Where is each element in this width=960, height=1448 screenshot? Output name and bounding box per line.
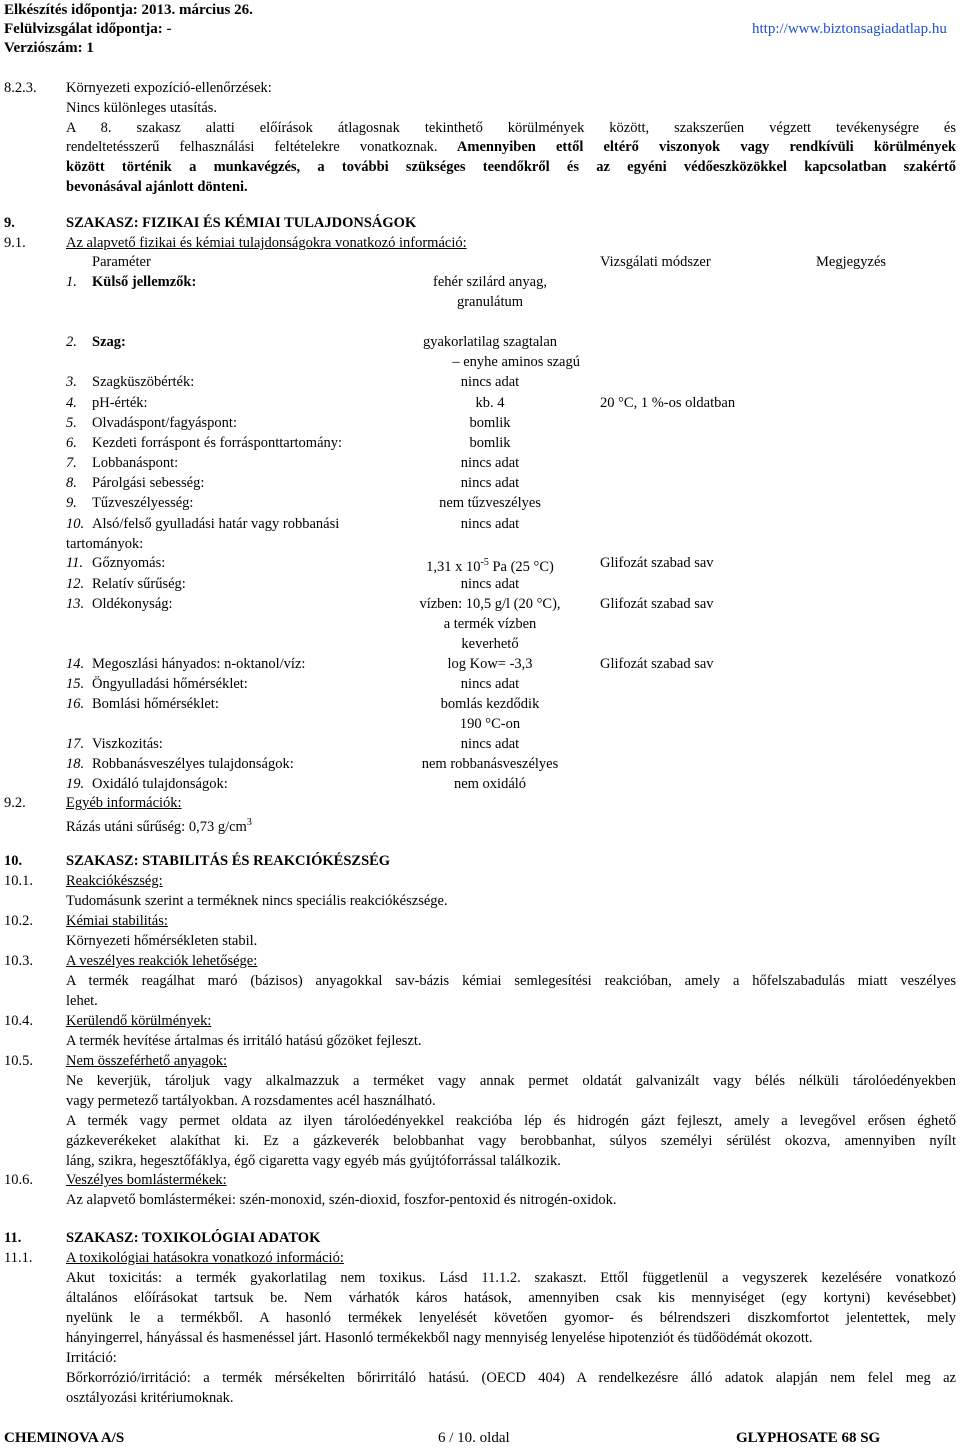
subsection-text: hányingerrel, hányással és hasmenéssel járt. Hasonló termékekből nagy mennyiség lenyelése hipotenziót és tüdőödémát okozott. (66, 1330, 813, 1346)
section-text: Nincs különleges utasítás. (66, 100, 218, 116)
section-paragraph-line: A 8. szakasz alatti előírások átlagosnak tekinthető körülmények között, szakszerűen végzett tevékenységre és (66, 120, 956, 136)
property-number: 3. (66, 374, 77, 390)
section-heading: SZAKASZ: TOXIKOLÓGIAI ADATOK (66, 1230, 321, 1246)
property-value-text: bomlik (469, 435, 511, 451)
property-label: Kezdeti forráspont és forrásponttartomány: (92, 435, 343, 451)
subsection-number: 10.3. (4, 953, 33, 969)
subsection-number: 9.1. (4, 235, 26, 251)
section-heading: SZAKASZ: FIZIKAI ÉS KÉMIAI TULAJDONSÁGOK (66, 215, 417, 231)
property-value (390, 654, 590, 674)
property-value (390, 493, 590, 513)
property-value-text: nincs adat (460, 576, 520, 592)
section-number: 8.2.3. (4, 80, 37, 96)
property-value-text: nincs adat (460, 455, 520, 471)
property-value (390, 413, 590, 433)
property-number: 7. (66, 455, 77, 471)
subsection-title: Kerülendő körülmények: (66, 1013, 212, 1029)
property-value-text: fehér szilárd anyag, (433, 274, 547, 290)
section-title: Környezeti expozíció-ellenőrzések: (66, 80, 272, 96)
property-number: 18. (66, 756, 85, 772)
paragraph-bold-text: Amennyiben ettől eltérő viszonyok vagy rendkívüli körülmények (437, 139, 956, 155)
subsection-title: Az alapvető fizikai és kémiai tulajdonságokra vonatkozó információ: (66, 235, 467, 251)
property-number: 10. (66, 516, 85, 532)
property-value-cont: granulátum (456, 294, 524, 310)
subsection-number: 10.2. (4, 913, 33, 929)
bulk-density-unit-sup: 3 (246, 817, 252, 828)
property-value-text: nem tűzveszélyes (439, 495, 541, 511)
property-value (390, 514, 590, 534)
bulk-density-value: Rázás utáni sűrűség: 0,73 g/cm (66, 818, 247, 835)
property-label: Lobbanáspont: (92, 455, 179, 471)
property-label: Oxidáló tulajdonságok: (92, 776, 228, 792)
subsection-text: Tudomásunk szerint a terméknek nincs speciális reakciókészsége. (66, 893, 448, 909)
property-value (390, 774, 590, 794)
property-value-text: bomlás kezdődik (440, 696, 540, 712)
subsection-text: általános előírásokat tartsuk be. Nem várhatók káros hatások, amennyiben csak kis mennyiséget (egy kortyni) kevésebbet) (66, 1290, 956, 1306)
property-label: Alsó/felső gyulladási határ vagy robbanási (92, 516, 340, 532)
property-method: Glifozát szabad sav (600, 596, 714, 612)
subsection-text: Irritáció: (66, 1350, 117, 1366)
property-number: 14. (66, 656, 85, 672)
property-method: Glifozát szabad sav (600, 656, 714, 672)
subsection-text: A termék hevítése ártalmas és irritáló hatású gőzöket fejleszt. (66, 1033, 422, 1049)
subsection-title: Reakciókészség: (66, 873, 163, 889)
subsection-title: Egyéb információk: (66, 795, 182, 811)
footer-product-name: GLYPHOSATE 68 SG (736, 1430, 881, 1446)
subsection-number: 10.5. (4, 1053, 33, 1069)
property-value (390, 332, 590, 352)
property-value-cont: 190 °C-on (459, 716, 521, 732)
property-value-text: nem robbanásveszélyes (421, 756, 559, 772)
property-number: 16. (66, 696, 85, 712)
property-value (390, 674, 590, 694)
property-value-text: bomlik (469, 415, 511, 431)
property-value (390, 574, 590, 594)
footer-company: CHEMINOVA A/S (4, 1430, 125, 1446)
footer-page-number: 6 / 10. oldal (438, 1430, 510, 1446)
property-value-text: nincs adat (460, 374, 520, 390)
property-value-text: nem oxidáló (453, 776, 527, 792)
property-number: 15. (66, 676, 85, 692)
subsection-title: Nem összeférhető anyagok: (66, 1053, 228, 1069)
subsection-text: Ne keverjük, tároljuk vagy alkalmazzuk a terméket vagy annak permet oldatát galvanizált vagy bélés nélküli tárolóedényekben (66, 1073, 956, 1089)
property-number: 4. (66, 395, 77, 411)
subsection-text: A termék reagálhat maró (bázisos) anyagokkal sav-bázis kémiai semlegesítési reakcióban, amely a hőfelszabadulás miatt veszélyes (66, 973, 956, 989)
subsection-number: 10.1. (4, 873, 33, 889)
section-paragraph-line: között történik a munkavégzés, a további szükséges teendőkről és az egyéni védőeszközökkel kapcsolatban szakértő (66, 159, 956, 175)
property-label: Szag: (92, 334, 126, 350)
section-heading: SZAKASZ: STABILITÁS ÉS REAKCIÓKÉSZSÉG (66, 853, 391, 869)
property-value (390, 694, 590, 714)
subsection-number: 10.6. (4, 1172, 33, 1188)
subsection-text: Akut toxicitás: a termék gyakorlatilag nem toxikus. Lásd 11.1.2. szakaszt. Ettől függetlenül a vegyszerek kezelésére vonatkozó (66, 1270, 956, 1286)
property-label: Robbanásveszélyes tulajdonságok: (92, 756, 294, 772)
header-created-date: Elkészítés időpontja: 2013. március 26. (4, 2, 253, 18)
subsection-text: osztályozási kritériumoknak. (66, 1390, 234, 1406)
subsection-title: A veszélyes reakciók lehetősége: (66, 953, 258, 969)
property-value (390, 754, 590, 774)
section-paragraph-line: bevonásával ajánlott dönteni. (66, 179, 248, 195)
property-label: Viszkozitás: (92, 736, 163, 752)
property-label: Relatív sűrűség: (92, 576, 186, 592)
subsection-text: Bőrkorrózió/irritáció: a termék mérsékelten bőrirritáló hatású. (OECD 404) A rendelkezésre álló adatok alapján nem felel meg az (66, 1370, 956, 1386)
property-value-text: nincs adat (460, 516, 520, 532)
property-label: Szagküszöbérték: (92, 374, 195, 390)
property-value-cont: a termék vízben (443, 616, 537, 632)
property-value-text: nincs adat (460, 736, 520, 752)
header-review-date: Felülvizsgálat időpontja: - (4, 21, 172, 37)
property-label: Olvadáspont/fagyáspont: (92, 415, 237, 431)
subsection-text: nyelünk le a termékből. A hasonló termékek lenyelését követően gyomor- és bélrendszeri diszkomfortot jelentettek, mely (66, 1310, 956, 1326)
property-label: Gőznyomás: (92, 555, 166, 571)
property-label: Tűzveszélyesség: (92, 495, 194, 511)
section-number: 10. (4, 853, 23, 869)
property-value (390, 272, 590, 292)
property-value-text: 1,31 x 10 (426, 558, 481, 575)
header-url-link[interactable]: http://www.biztonsagiadatlap.hu (752, 21, 947, 37)
property-value-cont: – enyhe aminos szagú (452, 354, 580, 370)
subsection-text: lehet. (66, 993, 98, 1009)
header-version: Verziószám: 1 (4, 40, 94, 56)
property-label: Öngyulladási hőmérséklet: (92, 676, 248, 692)
bulk-density-text (66, 813, 252, 837)
property-number: 1. (66, 274, 77, 290)
property-value (390, 453, 590, 473)
property-value (390, 393, 590, 413)
property-value-text: gyakorlatilag szagtalan (422, 334, 558, 350)
property-number: 2. (66, 334, 77, 350)
subsection-number: 10.4. (4, 1013, 33, 1029)
column-header-method: Vizsgálati módszer (600, 254, 711, 270)
property-label: Külső jellemzők: (92, 274, 197, 290)
property-value-text: log Kow= -3,3 (447, 656, 533, 672)
subsection-title: A toxikológiai hatásokra vonatkozó információ: (66, 1250, 344, 1266)
subsection-title: Veszélyes bomlástermékek: (66, 1172, 227, 1188)
property-number: 11. (66, 555, 84, 571)
property-value-text: kb. 4 (475, 395, 505, 411)
subsection-text: A termék vagy permet oldata az ilyen tárolóedényekkel reakcióba lép és hidrogén gázt fejleszt, amely a levegővel erősen éghető (66, 1113, 956, 1129)
property-value-sup: -5 (480, 557, 489, 568)
property-number: 5. (66, 415, 77, 431)
property-number: 8. (66, 475, 77, 491)
property-value-text: Pa (25 °C) (488, 558, 554, 575)
column-header-parameter: Paraméter (92, 254, 151, 270)
property-label: Megoszlási hányados: n-oktanol/víz: (92, 656, 306, 672)
property-method: Glifozát szabad sav (600, 555, 714, 571)
property-label: Párolgási sebesség: (92, 475, 205, 491)
property-number: 6. (66, 435, 77, 451)
property-label-cont: tartományok: (66, 536, 144, 552)
subsection-text: láng, szikra, hegesztőfáklya, égő cigaretta vagy egyéb más gyújtóforrással találkozik. (66, 1153, 561, 1169)
subsection-number: 9.2. (4, 795, 26, 811)
property-number: 12. (66, 576, 85, 592)
property-value (390, 473, 590, 493)
property-value-text: nincs adat (460, 676, 520, 692)
property-value (390, 433, 590, 453)
property-value-cont: keverhető (461, 636, 519, 652)
subsection-text: vagy permetező tartályokban. A rozsdamentes acél használható. (66, 1093, 436, 1109)
property-value (390, 734, 590, 754)
property-method: 20 °C, 1 %-os oldatban (600, 395, 736, 411)
property-value (390, 372, 590, 392)
section-number: 9. (4, 215, 15, 231)
property-number: 19. (66, 776, 85, 792)
subsection-number: 11.1. (4, 1250, 33, 1266)
property-value-text: nincs adat (460, 475, 520, 491)
subsection-text: Környezeti hőmérsékleten stabil. (66, 933, 258, 949)
section-paragraph-line (66, 137, 956, 157)
section-number: 11. (4, 1230, 22, 1246)
property-label: Oldékonyság: (92, 596, 173, 612)
property-number: 17. (66, 736, 85, 752)
property-value (390, 594, 590, 614)
property-value-text: vízben: 10,5 g/l (20 °C), (419, 596, 561, 612)
property-label: pH-érték: (92, 395, 148, 411)
column-header-note: Megjegyzés (816, 254, 887, 270)
subsection-text: gázkeverékeket alakíthat ki. Ez a gázkeverék belobbanhat vagy berobbanhat, súlyos személyi sérülést okozva, amennyiben nyílt (66, 1133, 956, 1149)
subsection-title: Kémiai stabilitás: (66, 913, 168, 929)
subsection-text: Az alapvető bomlástermékei: szén-monoxid, szén-dioxid, foszfor-pentoxid és nitrogén-oxidok. (66, 1192, 617, 1208)
paragraph-text: rendeltetésszerű felhasználási feltételekre vonatkoznak. (66, 139, 438, 155)
property-number: 9. (66, 495, 77, 511)
property-number: 13. (66, 596, 85, 612)
property-label: Bomlási hőmérséklet: (92, 696, 219, 712)
